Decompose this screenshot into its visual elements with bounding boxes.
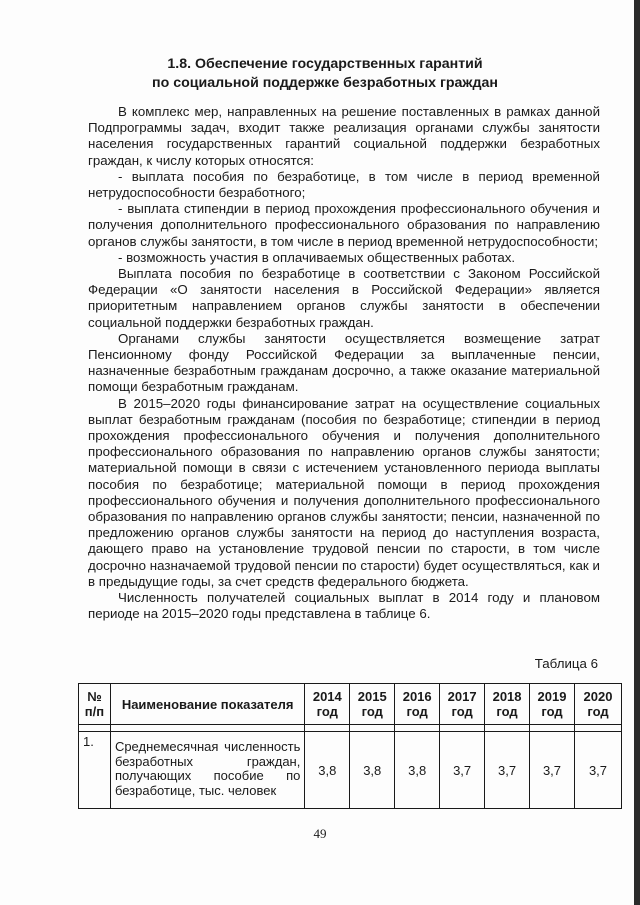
header-year-2017: 2017 год xyxy=(440,684,485,725)
header-year-2014: 2014 год xyxy=(305,684,350,725)
paragraph-bullet-stipend: - выплата стипендии в период прохождения профессионального обучения и получения дополнительного профессионального образования по направлению органов службы занятости, в том числе в период временной нетрудоспособности; xyxy=(88,201,600,249)
header-year-2018: 2018 год xyxy=(485,684,530,725)
paragraph-bullet-public-works: - возможность участия в оплачиваемых общественных работах. xyxy=(118,249,516,265)
cell-2015: 3,8 xyxy=(350,732,395,809)
section-heading-line-2: по социальной поддержке безработных граждан xyxy=(152,75,498,91)
row-name: Среднемесячная численность безработных граждан, получающих пособие по безработице, тыс. человек xyxy=(110,732,304,809)
row-index: 1. xyxy=(79,732,111,809)
page-number: 49 xyxy=(313,826,327,841)
paragraph-intro: В комплекс мер, направленных на решение поставленных в рамках данной Подпрограммы задач, входит также реализация органами службы занятости населения государственных гарантий социальной поддержки безработных граждан, к числу которых относятся: xyxy=(88,104,600,168)
table-header-row xyxy=(79,684,622,725)
cell-2020: 3,7 xyxy=(574,732,621,809)
header-year-2019: 2019 год xyxy=(530,684,575,725)
paragraph-financing: В 2015–2020 годы финансирование затрат на осуществление социальных выплат безработным гражданам (пособия по безработице; стипендии в период прохождения профессионального обучения и получения дополнительного профессионального образования по направлению органов службы занятости; материальной помощи в связи с истечением установленного периода выплаты пособия по безработице; материальной помощи в период прохождения профессионального обучения и получения дополнительного профессионального образования по направлению органов службы занятости; пенсии, назначенной по предложению органов службы занятости на период до наступления возраста, дающего право на установление трудовой пенсии по старости, в том числе досрочно назначаемой трудовой пенсии по старости) будет осуществляться, как и в предыдущие годы, за счет средств федерального бюджета. xyxy=(88,395,600,589)
header-year-2020: 2020 год xyxy=(574,684,621,725)
table-row xyxy=(79,732,622,809)
cell-2017: 3,7 xyxy=(440,732,485,809)
scan-edge xyxy=(634,0,640,905)
paragraph-law: Выплата пособия по безработице в соответствии с Законом Российской Федерации «О занятости населения в Российской Федерации» является приоритетным направлением органов службы занятости в обеспечении социальной поддержки безработных граждан. xyxy=(88,266,600,330)
header-year-2016: 2016 год xyxy=(395,684,440,725)
section-heading xyxy=(90,55,560,93)
cell-2016: 3,8 xyxy=(395,732,440,809)
header-year-2015: 2015 год xyxy=(350,684,395,725)
cell-2014: 3,8 xyxy=(305,732,350,809)
table-caption: Таблица 6 xyxy=(534,656,598,671)
table-6 xyxy=(78,683,622,809)
section-heading-line-1: 1.8. Обеспечение государственных гарантий xyxy=(167,56,483,72)
table-spacer-row xyxy=(79,725,622,732)
paragraph-table-intro: Численность получателей социальных выплат в 2014 году и плановом периоде на 2015–2020 годы представлена в таблице 6. xyxy=(88,590,600,622)
cell-2018: 3,7 xyxy=(485,732,530,809)
cell-2019: 3,7 xyxy=(530,732,575,809)
header-name: Наименование показателя xyxy=(110,684,304,725)
paragraph-pension-fund: Органами службы занятости осуществляется возмещение затрат Пенсионному фонду Российской Федерации за выплаченные пенсии, назначенные безработным гражданам досрочно, а также оказание материальной помощи безработным гражданам. xyxy=(88,330,600,395)
paragraph-bullet-benefit: - выплата пособия по безработице, в том числе в период временной нетрудоспособности безработного; xyxy=(88,168,600,201)
header-number: № п/п xyxy=(79,684,111,725)
body-text xyxy=(88,104,600,623)
